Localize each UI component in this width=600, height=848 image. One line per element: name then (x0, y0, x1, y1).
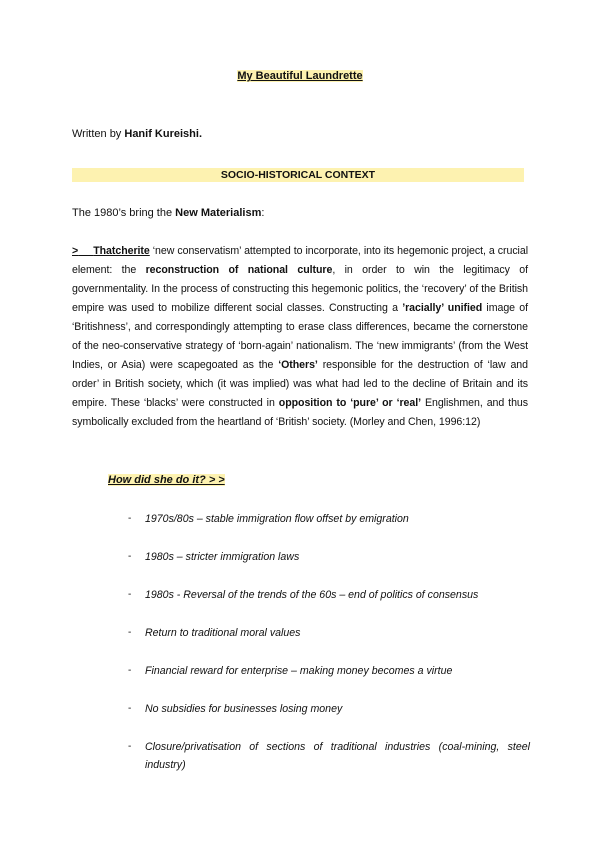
author-line (72, 128, 202, 140)
bullet-marker: - (128, 513, 132, 524)
intro-suffix: : (261, 207, 265, 219)
paragraph-text-5: Englishmen, and thus symbolically excluded from the heartland of ‘British’ society. (Morley and Chen, 1996:12) (72, 397, 528, 428)
question-text: How did she do it? > > (108, 474, 225, 486)
bullet-marker: - (128, 665, 132, 676)
list-item (128, 510, 530, 528)
intro-line (72, 207, 264, 219)
list-item-text: Return to traditional moral values (145, 627, 301, 639)
question-heading (108, 474, 225, 486)
list-item (128, 700, 530, 718)
document-title (0, 70, 600, 82)
paragraph-bold-2: ’racially’ unified (402, 302, 483, 314)
bullet-marker: - (128, 703, 132, 714)
list-item (128, 586, 530, 604)
intro-prefix: The 1980’s bring the (72, 207, 176, 219)
list-item-text: 1980s – stricter immigration laws (145, 551, 300, 563)
bullet-marker: - (128, 589, 132, 600)
list-item-text: No subsidies for businesses losing money (145, 703, 343, 715)
paragraph-text-4: responsible for the destruction of ‘law and order’ in British society, which (it was implied) was what had led to the decline of Britain and its empire. These ‘blacks’ were constructed in (72, 359, 528, 409)
paragraph-text-1: ‘new conservatism’ attempted to incorporate, into its hegemonic project, a crucial element: the (72, 245, 529, 276)
section-heading: SOCIO-HISTORICAL CONTEXT (72, 168, 524, 182)
author-name: Hanif Kureishi. (124, 128, 202, 140)
list-item (128, 738, 530, 774)
list-item-text: 1970s/80s – stable immigration flow offset by emigration (145, 513, 409, 525)
list-item (128, 662, 530, 680)
list-item-text: Closure/privatisation of sections of traditional industries (coal-mining, steel industry) (145, 741, 530, 771)
paragraph-arrow: > (72, 245, 79, 257)
intro-bold: New Materialism (175, 207, 262, 219)
list-item-text: 1980s - Reversal of the trends of the 60s – end of politics of consensus (145, 589, 479, 601)
paragraph-bold-4: opposition to ‘pure’ or ‘real’ (278, 397, 422, 409)
list-item-text: Financial reward for enterprise – making money becomes a virtue (145, 665, 453, 677)
paragraph-text-3: image of ‘Britishness’, and correspondingly attempting to erase class differences, became the cornerstone of the neo-conservative strategy of ‘born-again’ nationalism. The ‘new immigrants’ (from the West Indies, or Asia) were scapegoated as the (72, 302, 528, 371)
author-prefix: Written by (72, 128, 125, 140)
list-item (128, 548, 530, 566)
bullet-marker: - (128, 551, 132, 562)
body-paragraph (72, 242, 528, 432)
bullet-marker: - (128, 627, 132, 638)
paragraph-text-2: , in order to win the legitimacy of governmentality. In the process of constructing this hegemonic politics, the ‘recovery’ of the British empire was used to mobilize different social classes. Constructing a (72, 264, 528, 314)
bullet-marker: - (128, 741, 132, 752)
document-title-text: My Beautiful Laundrette (237, 70, 363, 82)
paragraph-bold-1: reconstruction of national culture (145, 264, 333, 276)
paragraph-thatcherite: Thatcherite (93, 245, 150, 257)
paragraph-bold-3: ‘Others’ (278, 359, 318, 371)
list-item (128, 624, 530, 642)
bullet-list (128, 510, 530, 794)
